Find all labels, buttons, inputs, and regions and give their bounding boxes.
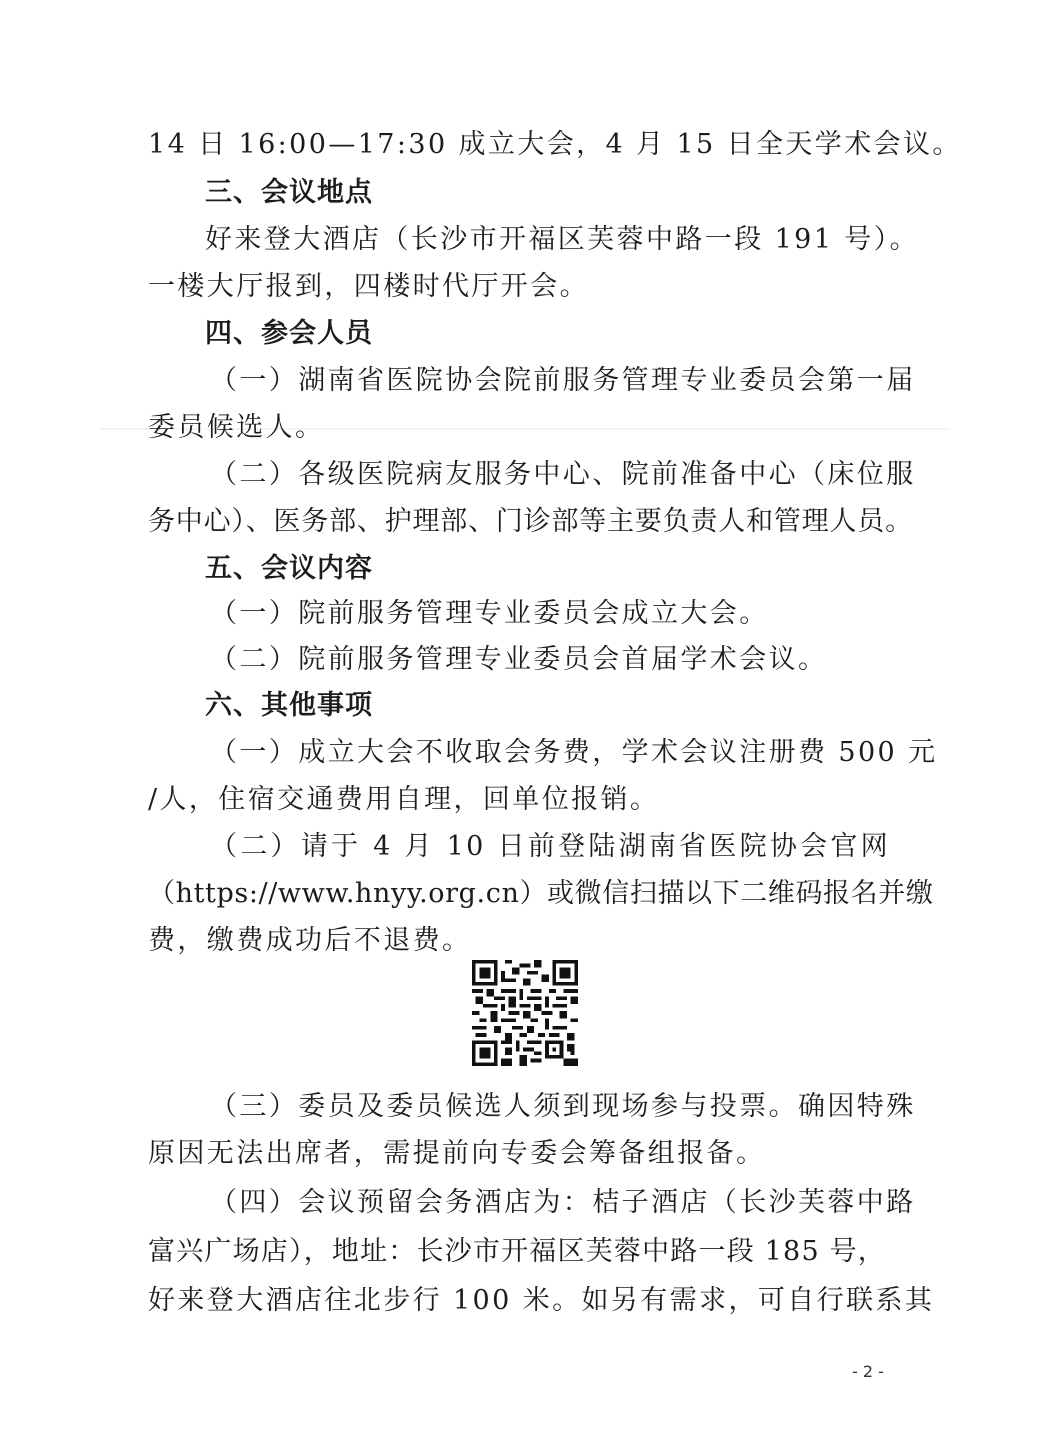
paragraph-line: （二）院前服务管理专业委员会首届学术会议。 xyxy=(210,644,828,675)
paragraph-line: 费，缴费成功后不退费。 xyxy=(148,925,472,956)
section-heading-attendees: 四、参会人员 xyxy=(205,318,373,349)
paragraph-line: （三）委员及委员候选人须到现场参与投票。确因特殊 xyxy=(210,1091,916,1122)
paragraph-line: （一）成立大会不收取会务费，学术会议注册费 500 元 xyxy=(210,737,938,768)
paragraph-line: 原因无法出席者，需提前向专委会筹备组报备。 xyxy=(148,1138,766,1169)
paragraph-line: （一）湖南省医院协会院前服务管理专业委员会第一届 xyxy=(210,365,916,396)
section-heading-other: 六、其他事项 xyxy=(205,690,373,721)
paragraph-line: /人，住宿交通费用自理，回单位报销。 xyxy=(148,784,660,815)
qr-code-image[interactable] xyxy=(472,960,578,1066)
paragraph-line: （一）院前服务管理专业委员会成立大会。 xyxy=(210,598,769,629)
section-heading-content: 五、会议内容 xyxy=(205,553,373,584)
paragraph-line: 务中心）、医务部、护理部、门诊部等主要负责人和管理人员。 xyxy=(148,506,913,537)
paragraph-line: 好来登大酒店（长沙市开福区芙蓉中路一段 191 号）。 xyxy=(205,224,919,255)
page-number: - 2 - xyxy=(852,1362,884,1381)
paragraph-line: 一楼大厅报到，四楼时代厅开会。 xyxy=(148,271,589,302)
paragraph-line: （四）会议预留会务酒店为：桔子酒店（长沙芙蓉中路 xyxy=(210,1187,916,1218)
paragraph-line-url: （https://www.hnyy.org.cn）或微信扫描以下二维码报名并缴 xyxy=(148,878,934,909)
paragraph-line: 富兴广场店），地址：长沙市开福区芙蓉中路一段 185 号， xyxy=(148,1236,886,1267)
paragraph-line: 14 日 16:00—17:30 成立大会，4 月 15 日全天学术会议。 xyxy=(148,129,962,160)
paragraph-line: 委员候选人。 xyxy=(148,412,325,443)
paragraph-line: （二）各级医院病友服务中心、院前准备中心（床位服 xyxy=(210,459,916,490)
paragraph-line: （二）请于 4 月 10 日前登陆湖南省医院协会官网 xyxy=(210,831,890,862)
paragraph-line: 好来登大酒店往北步行 100 米。如另有需求，可自行联系其 xyxy=(148,1285,935,1316)
section-heading-venue: 三、会议地点 xyxy=(205,177,373,208)
